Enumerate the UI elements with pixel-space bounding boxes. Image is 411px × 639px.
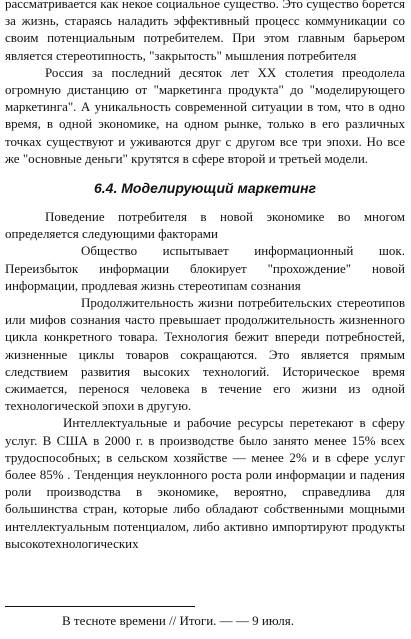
paragraph-continuation: рассматривается как некое социальное существо. Это существо борется за жизнь, стараясь наладить эффективный процесс коммуникации со своим потенциальным потребителем. При этом главным барьером является стереотипность, "закрытость" мышления потребителя [5,0,405,63]
paragraph-information-shock: Общество испытывает информационный шок. Переизбыток информации блокирует "прохождение" новой информации, продлевая жизнь стереотипам сознания [5,243,405,293]
body-text [5,0,405,552]
footnote-divider [5,606,195,607]
paragraph-service-sector: Интеллектуальные и рабочие ресурсы перетекают в сферу услуг. В США в 2000 г. в производстве было занято менее 15% всех трудоспособных; в сельском хозяйстве — менее 2% и в сфере услуг более 85% . Тенденция неуклонного роста роли информации и падения роли производства в экономике, вероятно, справедлива для большинства стран, которые либо обладают собственными мощными интеллектуальным потенциалом, либо активно импортируют продукты высокотехнологических [5,415,405,551]
section-heading: 6.4. Моделирующий маркетинг [94,180,316,197]
paragraph-factors-intro: Поведение потребителя в новой экономике во многом определяется следующими факторами [5,209,405,242]
paragraph-russia: Россия за последний десяток лет XX столетия преодолела огромную дистанцию от "маркетинга продукта" до "моделирующего маркетинга". А уникальность современной ситуации в том, что в одно время, в одной экономике, на одном рынке, только в его различных точках существуют и уживаются друг с другом все три эпохи. Но все же "основные деньги" крутятся в сфере второй и третьей модели. [5,64,405,166]
footnote: В тесноте времени // Итоги. — — 9 июля. [62,613,294,628]
paragraph-stereotype-lifespan: Продолжительность жизни потребительских стереотипов или мифов сознания часто превышает продолжительность жизненного цикла конкретного товара. Технология бежит впереди потребностей, жизненные циклы товаров сокращаются. Это является прямым следствием развития высоких технологий. Историческое время сжимается, перенося человека в течение его жизни из одной технологической эпохи в другую. [5,295,405,414]
